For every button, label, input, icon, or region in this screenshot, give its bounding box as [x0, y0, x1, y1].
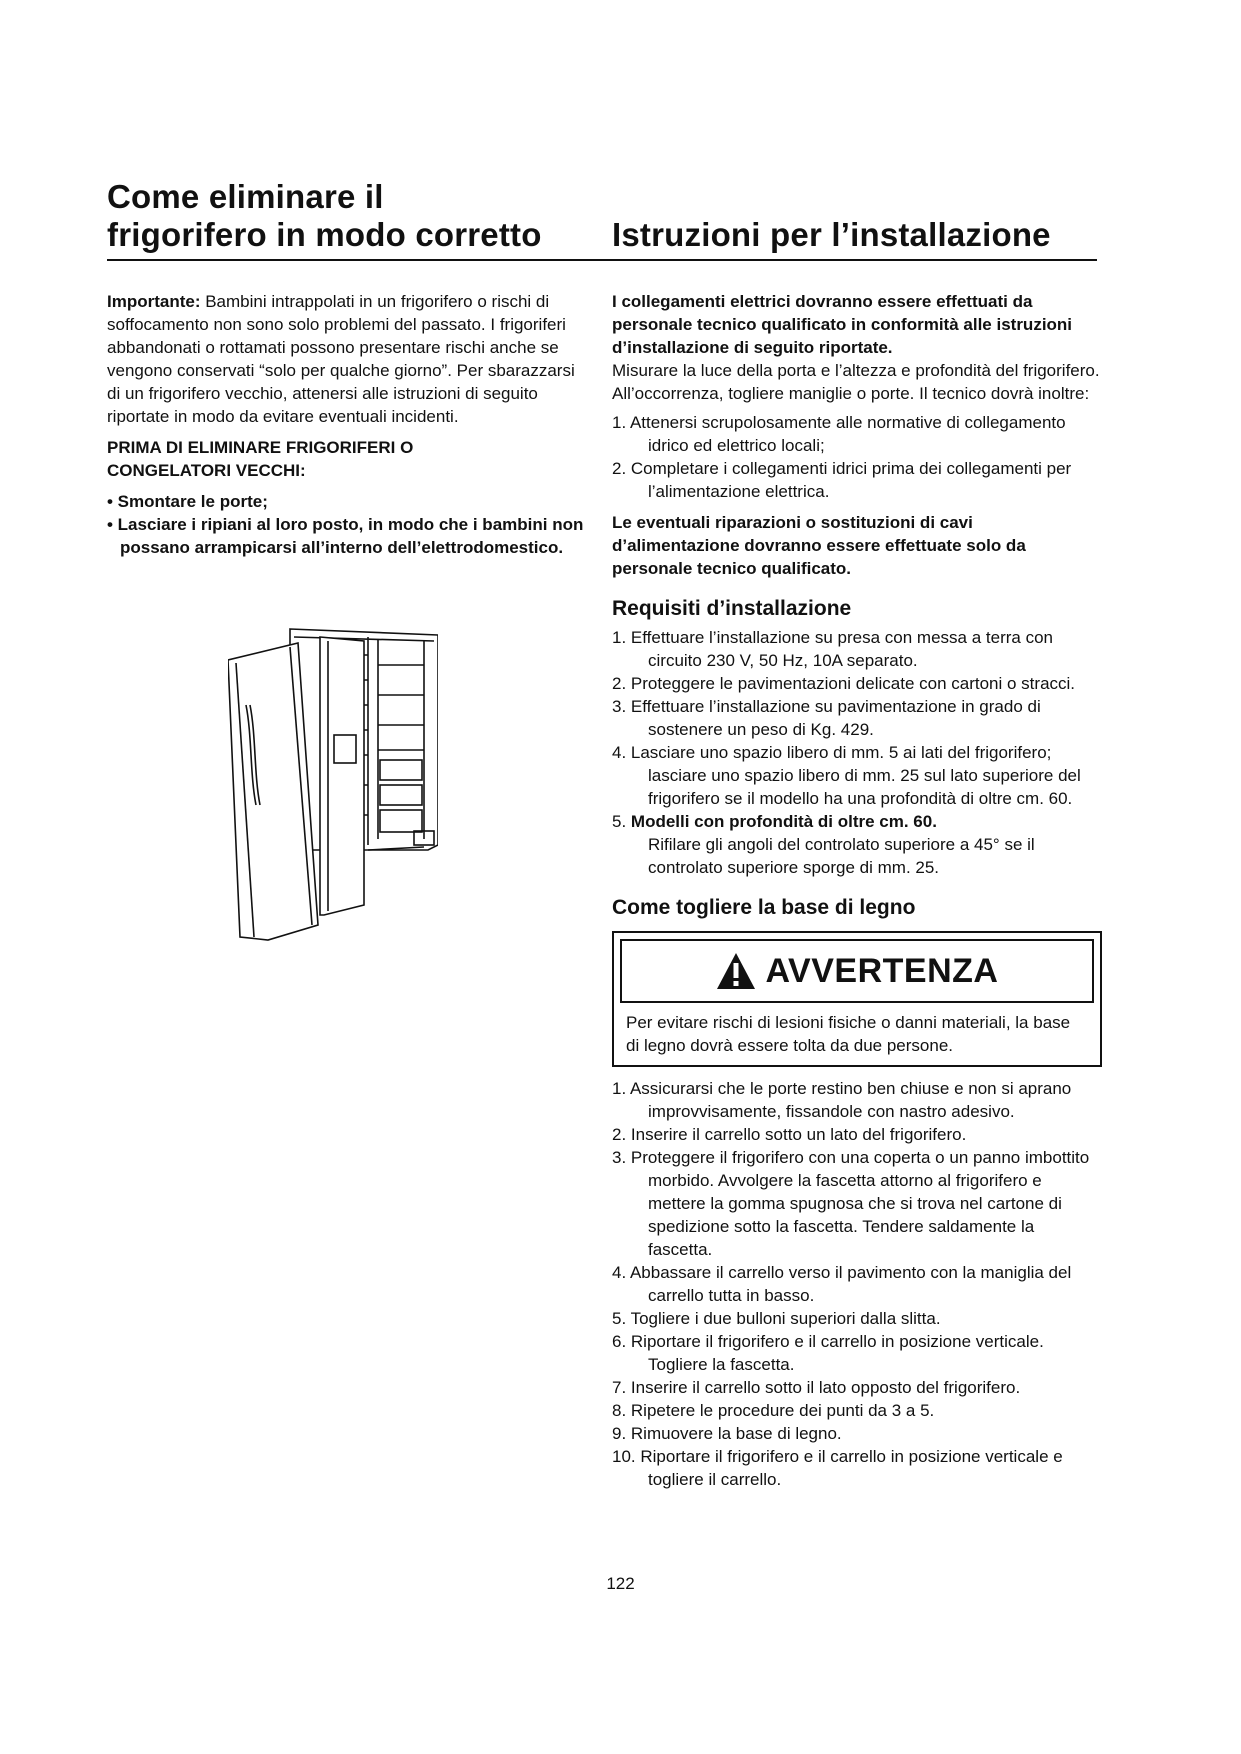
warning-box	[612, 931, 1102, 1067]
repair-bold: Le eventuali riparazioni o sostituzioni di cavi d’alimentazione dovranno essere effettuate solo da personale tecnico qualificato.	[612, 513, 1026, 578]
requirements-list	[612, 626, 1102, 879]
title-underline	[107, 259, 1097, 261]
caps-heading-2: CONGELATORI VECCHI:	[107, 461, 306, 480]
bullet-list	[107, 490, 585, 559]
important-paragraph	[107, 290, 585, 428]
important-label: Importante:	[107, 292, 201, 311]
list-item: Rifilare gli angoli del controlato superiore a 45° se il controlato superiore sporge di mm. 25.	[648, 835, 1035, 877]
list-item: 4. Abbassare il carrello verso il pavimento con la maniglia del carrello tutta in basso.	[612, 1263, 1072, 1305]
list-item: 8. Ripetere le procedure dei punti da 3 a 5.	[612, 1401, 935, 1420]
left-column-header	[107, 178, 585, 254]
page-number: 122	[606, 1574, 635, 1593]
list-item: 2. Proteggere le pavimentazioni delicate con cartoni o stracci.	[612, 674, 1076, 693]
warning-text: Per evitare rischi di lesioni fisiche o danni materiali, la base di legno dovrà essere tolta da due persone.	[626, 1013, 1071, 1055]
list-item: 1. Attenersi scrupolosamente alle normative di collegamento idrico ed elettrico locali;	[612, 413, 1066, 455]
list-item: 6. Riportare il frigorifero e il carrello in posizione verticale. Togliere la fascetta.	[612, 1332, 1044, 1374]
list-item: 10. Riportare il frigorifero e il carrello in posizione verticale e togliere il carrello.	[612, 1447, 1063, 1489]
important-text: Bambini intrappolati in un frigorifero o rischi di soffocamento non sono solo problemi del passato. I frigoriferi abbandonati o rottamati possono presentare rischi anche se vengono conservati “solo per qualche giorno”. Per sbarazzarsi di un frigorifero vecchio, attenersi alle istruzioni di seguito riportate in modo da evitare eventuali incidenti.	[107, 292, 575, 426]
list-item: 1. Effettuare l’installazione su presa con messa a terra con circuito 230 V, 50 Hz, 10A separato.	[612, 628, 1053, 670]
caps-heading-1: PRIMA DI ELIMINARE FRIGORIFERI O	[107, 438, 414, 457]
req-item5-num: 5.	[612, 812, 631, 831]
warning-header	[620, 939, 1094, 1003]
list-item: 9. Rimuovere la base di legno.	[612, 1424, 842, 1443]
right-body	[612, 290, 1102, 1491]
list-item: 5. Togliere i due bulloni superiori dalla slitta.	[612, 1309, 941, 1328]
base-heading: Come togliere la base di legno	[612, 896, 916, 919]
left-body	[107, 290, 585, 559]
list-item: 3. Effettuare l’installazione su pavimentazione in grado di sostenere un peso di Kg. 429.	[612, 697, 1041, 739]
right-column-header	[612, 178, 1097, 254]
base-removal-list	[612, 1077, 1102, 1491]
intro-bold: I collegamenti elettrici dovranno essere effettuati da personale tecnico qualificato in conformità alle istruzioni d’installazione di seguito riportate.	[612, 292, 1073, 357]
tech-list	[612, 411, 1102, 503]
warning-title: AVVERTENZA	[765, 951, 999, 990]
list-item: 2. Inserire il carrello sotto un lato del frigorifero.	[612, 1125, 967, 1144]
left-title-line-1: Come eliminare il	[107, 178, 384, 215]
warning-triangle-icon	[716, 952, 756, 990]
list-item: 4. Lasciare uno spazio libero di mm. 5 ai lati del frigorifero; lasciare uno spazio libero di mm. 25 sul lato superiore del frigorifero se il modello ha una profondità di oltre cm. 60.	[612, 743, 1081, 808]
left-title-line-2: frigorifero in modo corretto	[107, 216, 542, 253]
right-title: Istruzioni per l’installazione	[612, 216, 1051, 253]
list-item: 2. Completare i collegamenti idrici prima dei collegamenti per l’alimentazione elettrica.	[612, 459, 1072, 501]
list-item: 3. Proteggere il frigorifero con una coperta o un panno imbottito morbido. Avvolgere la fascetta attorno al frigorifero e mettere la gomma spugnosa che si trova nel cartone di spedizione sotto la fascetta. Tendere saldamente la fascetta.	[612, 1148, 1090, 1259]
intro-text: Misurare la luce della porta e l’altezza e profondità del frigorifero. All’occorrenza, togliere maniglie o porte. Il tecnico dovrà inoltre:	[612, 361, 1100, 403]
bullet-item: • Smontare le porte;	[107, 492, 268, 511]
list-item	[612, 810, 1102, 833]
list-item: 7. Inserire il carrello sotto il lato opposto del frigorifero.	[612, 1378, 1021, 1397]
list-item: 1. Assicurarsi che le porte restino ben chiuse e non si aprano improvvisamente, fissandole con nastro adesivo.	[612, 1079, 1072, 1121]
bullet-item: • Lasciare i ripiani al loro posto, in modo che i bambini non possano arrampicarsi all’interno dell’elettrodomestico.	[107, 515, 584, 557]
req-item5-bold: Modelli con profondità di oltre cm. 60.	[630, 812, 937, 831]
requirements-heading: Requisiti d’installazione	[612, 597, 852, 620]
refrigerator-illustration	[228, 625, 438, 965]
